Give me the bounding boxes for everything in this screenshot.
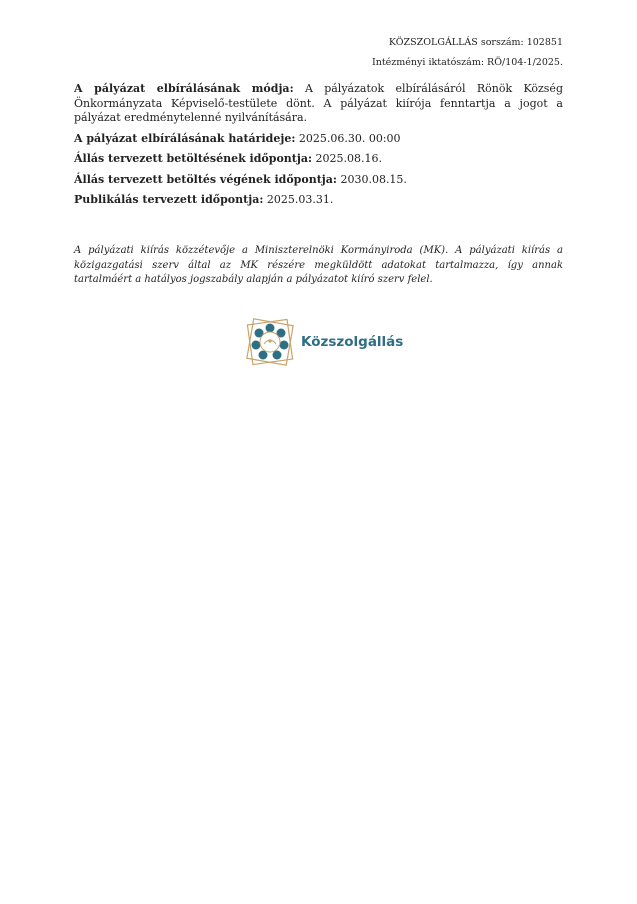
planned-start-date-value: 2025.08.16. xyxy=(312,152,383,165)
evaluation-method xyxy=(74,82,563,126)
planned-end-date-label: Állás tervezett betöltés végének időpontja: xyxy=(74,172,337,186)
logo-text: Közszolgállás xyxy=(301,334,404,350)
kozszolgallas-logo xyxy=(244,314,404,370)
planned-end-date xyxy=(74,173,563,188)
planned-start-date xyxy=(74,152,563,167)
planned-start-date-label: Állás tervezett betöltésének időpontja: xyxy=(74,152,313,165)
evaluation-deadline-label: A pályázat elbírálásának határideje: xyxy=(74,131,296,145)
evaluation-deadline-value: 2025.06.30. 00:00 xyxy=(295,131,401,145)
publisher-note: A pályázati kiírás közzétevője a Miniszterelnöki Kormányiroda (MK). A pályázati kiírás a közigazgatási szerv által az MK részére megküldött adatokat tartalmazza, így annak tartalmáért a hatályos jogszabály alapján a pályázatot kiíró szerv felel. xyxy=(74,245,563,285)
evaluation-deadline xyxy=(74,132,563,147)
filing-number: Intézményi iktatószám: RÖ/104-1/2025. xyxy=(371,57,563,68)
kozszolgallas-emblem-icon xyxy=(244,314,296,370)
evaluation-method-text: A pályázatok elbírálásáról Rönök Község Önkormányzata Képviselő-testülete dönt. A pályázat kiírója fenntartja a jogot a pályázat eredménytelenné nyilvánítására. xyxy=(74,82,563,124)
planned-end-date-value: 2030.08.15. xyxy=(336,172,407,186)
evaluation-method-label: A pályázat elbírálásának módja: xyxy=(74,82,294,95)
serial-number: KÖZSZOLGÁLLÁS sorszám: 102851 xyxy=(388,37,563,48)
publication-date-value: 2025.03.31. xyxy=(263,193,334,206)
document-body xyxy=(74,82,563,214)
publication-date xyxy=(74,193,563,208)
publication-date-label: Publikálás tervezett időpontja: xyxy=(74,193,264,206)
